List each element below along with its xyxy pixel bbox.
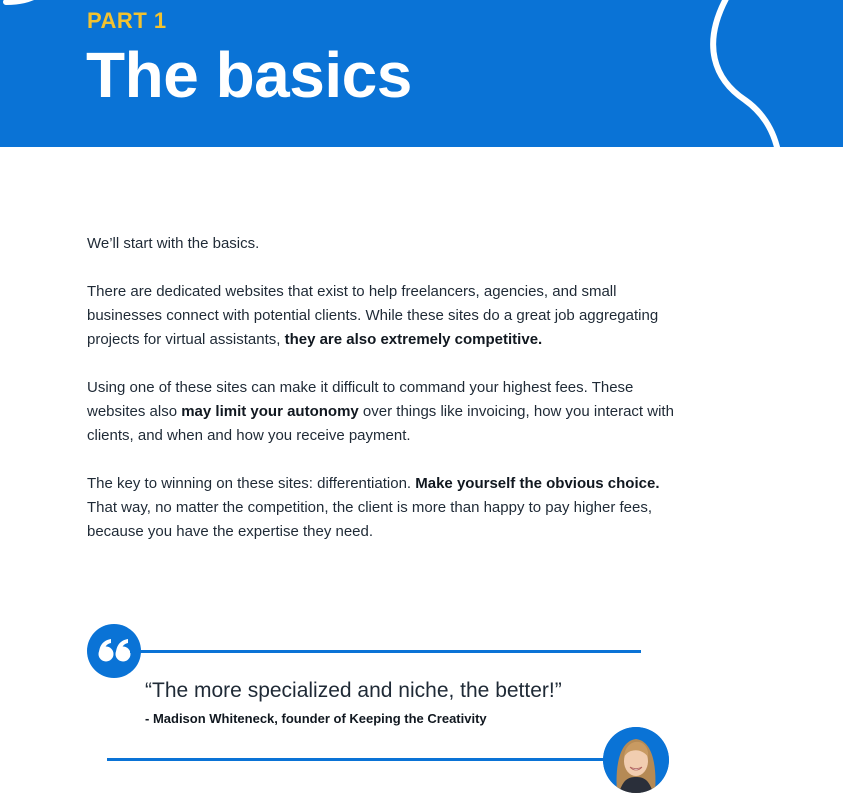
header-banner bbox=[0, 0, 843, 147]
paragraph-intro bbox=[87, 232, 687, 256]
quote-divider-top bbox=[130, 650, 641, 653]
quote-text: “The more specialized and niche, the better!” bbox=[145, 679, 562, 702]
paragraph-fees bbox=[87, 376, 687, 448]
part-label: PART 1 bbox=[87, 8, 167, 33]
emphasis-text: they are also extremely competitive. bbox=[284, 331, 543, 348]
paragraph-text: Using one of these sites can make it difficult to command your highest fees. These websites also bbox=[87, 379, 634, 420]
emphasis-text: Make yourself the obvious choice. bbox=[415, 475, 660, 492]
body-text bbox=[87, 232, 687, 568]
paragraph-text: The key to winning on these sites: differentiation. bbox=[87, 475, 416, 492]
quote-divider-bottom bbox=[107, 758, 617, 761]
paragraph-websites bbox=[87, 280, 687, 352]
paragraph-text: That way, no matter the competition, the client is more than happy to pay higher fees, because you have the expertise they need. bbox=[87, 499, 653, 540]
author-avatar bbox=[603, 727, 669, 793]
quote-author: - Madison Whiteneck, founder of Keeping the Creativity bbox=[145, 711, 487, 726]
paragraph-text: We’ll start with the basics. bbox=[87, 235, 260, 252]
paragraph-differentiation bbox=[87, 472, 687, 544]
emphasis-text: may limit your autonomy bbox=[181, 403, 359, 420]
paragraph-text: over things like invoicing, how you interact with clients, and when and how you receive payment. bbox=[87, 403, 674, 444]
page-title: The basics bbox=[86, 39, 412, 111]
paragraph-text: There are dedicated websites that exist to help freelancers, agencies, and small businesses connect with potential clients. While these sites do a great job aggregating projects for virtual assistants, bbox=[87, 283, 659, 348]
